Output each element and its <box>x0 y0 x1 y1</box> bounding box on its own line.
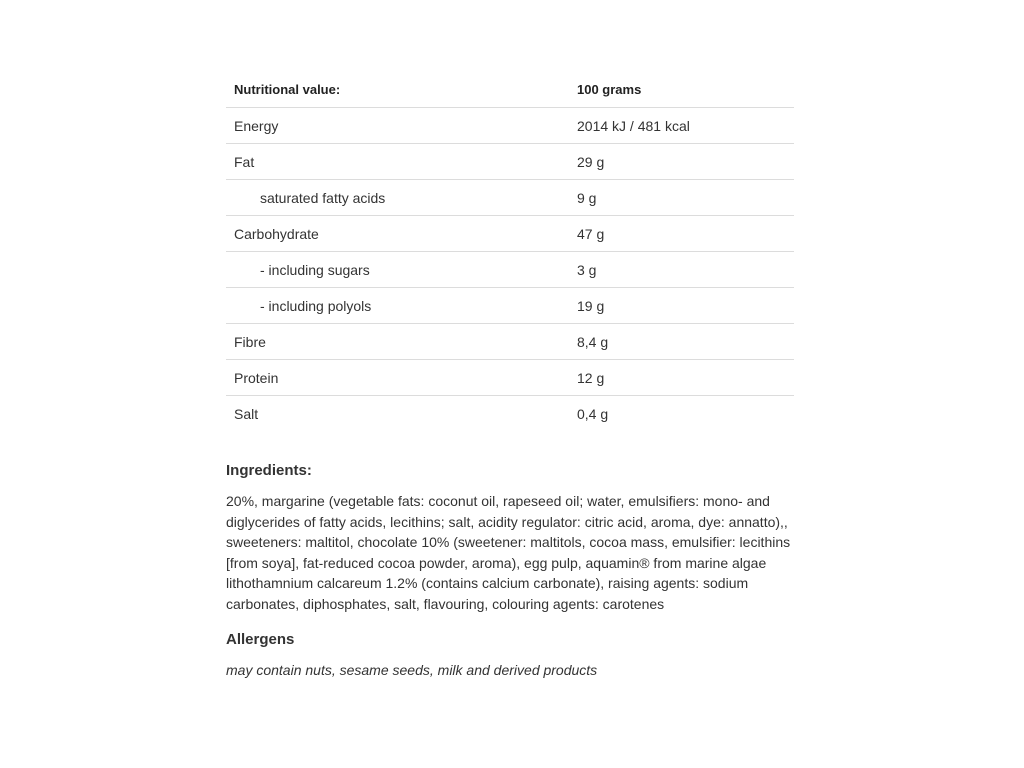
table-row <box>226 252 794 288</box>
table-row <box>226 216 794 252</box>
table-row <box>226 324 794 360</box>
nutrient-name: - including polyols <box>226 288 569 324</box>
nutrition-table <box>226 72 794 431</box>
table-row <box>226 108 794 144</box>
table-row <box>226 360 794 396</box>
nutrient-name: - including sugars <box>226 252 569 288</box>
nutrient-value: 47 g <box>569 216 794 252</box>
nutrient-value: 0,4 g <box>577 405 609 422</box>
nutrient-name: Carbohydrate <box>226 216 569 252</box>
nutrient-name: Fat <box>226 144 569 180</box>
ingredients-title: Ingredients: <box>226 462 312 479</box>
table-row <box>226 288 794 324</box>
nutrient-value: 9 g <box>569 180 794 216</box>
ingredients-text: 20%, margarine (vegetable fats: coconut oil, rapeseed oil; water, emulsifiers: mono- and diglycerides of fatty acids, lecithins; salt, acidity regulator: citric acid, aroma, dye: annatto),, sweeteners: maltitol, chocolate 10% (sweetener: maltitols, cocoa mass, emulsifier: lecithins [from soya], fat-reduced cocoa powder, aroma), egg pulp, aquamin® from marine algae lithothamnium calcareum 1.2% (contains calcium carbonate), raising agents: sodium carbonates, diphosphates, salt, flavouring, colouring agents: carotenes <box>226 493 791 612</box>
allergens-title: Allergens <box>226 631 295 648</box>
nutrient-name: Protein <box>226 360 569 396</box>
nutrient-name: saturated fatty acids <box>226 180 569 216</box>
nutrient-value: 8,4 g <box>569 324 794 360</box>
allergens-text: may contain nuts, sesame seeds, milk and derived products <box>226 662 598 678</box>
product-info <box>226 72 796 678</box>
nutrient-name: Salt <box>234 405 259 422</box>
nutrient-value: 29 g <box>569 144 794 180</box>
table-row <box>226 396 794 432</box>
nutrition-header-value: 100 grams <box>569 72 794 108</box>
nutrient-name: Energy <box>226 108 569 144</box>
nutrient-value: 12 g <box>569 360 794 396</box>
nutrition-header-row <box>226 72 794 108</box>
nutrient-value: 3 g <box>569 252 794 288</box>
table-row <box>226 180 794 216</box>
nutrient-value: 2014 kJ / 481 kcal <box>569 108 794 144</box>
table-row <box>226 144 794 180</box>
nutrition-header-name: Nutritional value: <box>226 72 569 108</box>
nutrient-name: Fibre <box>226 324 569 360</box>
nutrient-value: 19 g <box>569 288 794 324</box>
